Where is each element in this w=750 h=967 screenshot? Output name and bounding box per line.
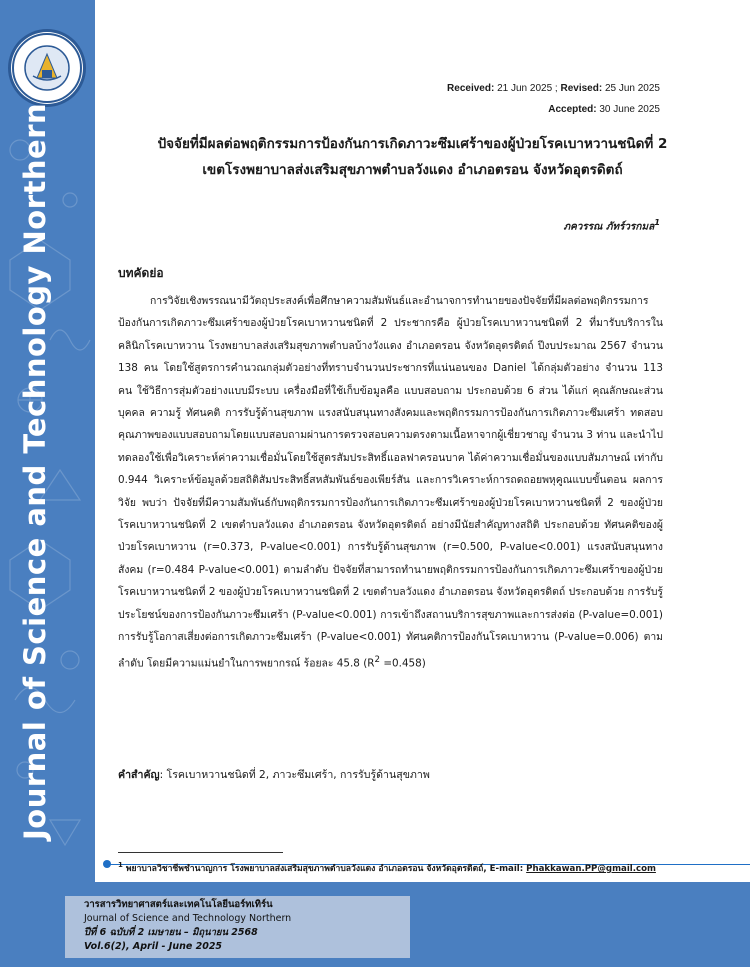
footer-issue-en: Vol.6(2), April - June 2025	[84, 941, 223, 952]
received-revised-line: Received: 21 Jun 2025 ; Revised: 25 Jun 2025	[447, 83, 660, 94]
sidebar-band	[0, 0, 95, 967]
author-name: ภควรรณ ภัทร์วรกมล$^1$	[563, 217, 660, 233]
journal-vertical-title: Journal of Science and Technology Northern	[18, 102, 52, 840]
accepted-line: Accepted: 30 June 2025	[548, 104, 660, 115]
footnote: $^1$ พยาบาลวิชาชีพชำนาญการ โรงพยาบาลส่งเสริมสุขภาพตำบลวังแดง อำเภอตรอน จังหวัดอุตรดิตถ์, E-mail: Phakkawan.PP@gmail.com	[118, 861, 656, 874]
footer-journal-info	[84, 898, 291, 954]
footer-journal-en: Journal of Science and Technology Northern	[84, 913, 292, 924]
keywords-text: : โรคเบาหวานชนิดที่ 2, ภาวะซึมเศร้า, การรับรู้ด้านสุขภาพ	[159, 769, 430, 781]
paper-title-line2: เขตโรงพยาบาลส่งเสริมสุขภาพตำบลวังแดง อำเภอตรอน จังหวัดอุตรดิตถ์	[202, 162, 623, 178]
abstract-heading: บทคัดย่อ	[118, 266, 164, 280]
footnote-rule	[118, 852, 283, 853]
abstract-body: การวิจัยเชิงพรรณนามีวัตถุประสงค์เพื่อศึกษาความสัมพันธ์และอำนาจการทำนายของปัจจัยที่มีผลต่อพฤติกรรมการป้องกันการเกิดภาวะซึมเศร้าของผู้ป่วยโรคเบาหวานชนิดที่ 2 ประชากรคือ ผู้ป่วยโรคเบาหวานชนิดที่ 2 ที่มารับบริการในคลินิกโรคเบาหวาน โรงพยาบาลส่งเสริมสุขภาพตำบลบ้างวังแดง อำเภอตรอน จังหวัดอุตรดิตถ์ ปีงบประมาณ 2567 จำนวน 138 คน โดยใช้สูตรการคำนวณกลุ่มตัวอย่างที่ทราบจำนวนประชากรที่แน่นอนของ Daniel ได้กลุ่มตัวอย่าง จำนวน 113 คน ใช้วิธีการสุ่มตัวอย่างแบบมีระบบ เครื่องมือที่ใช้เก็บข้อมูลคือ แบบสอบถาม ประกอบด้วย 6 ส่วน ได้แก่ คุณลักษณะส่วนบุคคล ความรู้ ทัศนคติ การรับรู้ด้านสุขภาพ แรงสนับสนุนทางสังคมและพฤติกรรมการป้องกันการเกิดภาวะซึมเศร้า ทดสอบคุณภาพของแบบสอบถามโดยแบบสอบถามผ่านการตรวจสอบความตรงตามเนื้อหาจากผู้เชี่ยวชาญ จำนวน 3 ท่าน และนำไปทดลองใช้เพื่อวิเคราะห์ค่าความเชื่อมั่นโดยใช้สูตรสัมประสิทธิ์แอลฟาครอนบาค ได้ค่าความเชื่อมั่นของแบบสัมภาษณ์ เท่ากับ 0.944 วิเคราะห์ข้อมูลด้วยสถิติสัมประสิทธิ์สหสัมพันธ์ของเพียร์สัน และการวิเคราะห์การถดถอยพหุคูณแบบขั้นตอน ผลการวิจัย พบว่า ปัจจัยที่มีความสัมพันธ์กับพฤติกรรมการป้องกันการเกิดภาวะซึมเศร้าของผู้ป่วยโรคเบาหวานชนิดที่ 2 ของผู้ป่วยโรคเบาหวานชนิดที่ 2 เขตตำบลวังแดง อำเภอตรอน จังหวัดอุตรดิตถ์ อย่างมีนัยสำคัญทางสถิติ ประกอบด้วย ทัศนคติของผู้ป่วยโรคเบาหวาน (r=0.373, P-value<0.001) การรับรู้ด้านสุขภาพ (r=0.500, P-value<0.001) แรงสนับสนุนทางสังคม (r=0.484 P-value<0.001) ตามลำดับ ปัจจัยที่สามารถทำนายพฤติกรรมการป้องกันการเกิดภาวะซึมเศร้าของผู้ป่วยโรคเบาหวานชนิดที่ 2 ของผู้ป่วยโรคเบาหวานชนิดที่ 2 เขตตำบลวังแดง อำเภอตรอน จังหวัดอุตรดิตถ์ ประกอบด้วย การรับรู้ประโยชน์ของการป้องกันภาวะซึมเศร้า (P-value<0.001) การเข้าถึงสถานบริการสุขภาพและการส่งต่อ (P-value=0.001) การรับรู้โอกาสเสี่ยงต่อการเกิดภาวะซึมเศร้า (P-value<0.001) ทัศนคติการป้องกันโรคเบาหวาน (P-value=0.006) ตามลำดับ โดยมีความแม่นยำในการพยากรณ์ ร้อยละ 45.8 $(R^2 =0.458)$	[118, 295, 663, 669]
keywords-label: คำสำคัญ	[118, 769, 160, 781]
paper-title-line1: ปัจจัยที่มีผลต่อพฤติกรรมการป้องกันการเกิดภาวะซึมเศร้าของผู้ป่วยโรคเบาหวานชนิดที่ 2	[157, 136, 668, 152]
footer-issue-th: ปีที่ 6 ฉบับที่ 2 เมษายน – มิถุนายน 2568	[84, 927, 258, 938]
footer-journal-th: วารสารวิทยาศาสตร์และเทคโนโลยีนอร์ทเทิร์น	[84, 899, 273, 910]
author-email-link[interactable]: Phakkawan.PP@gmail.com	[526, 864, 656, 874]
keywords	[118, 766, 430, 783]
